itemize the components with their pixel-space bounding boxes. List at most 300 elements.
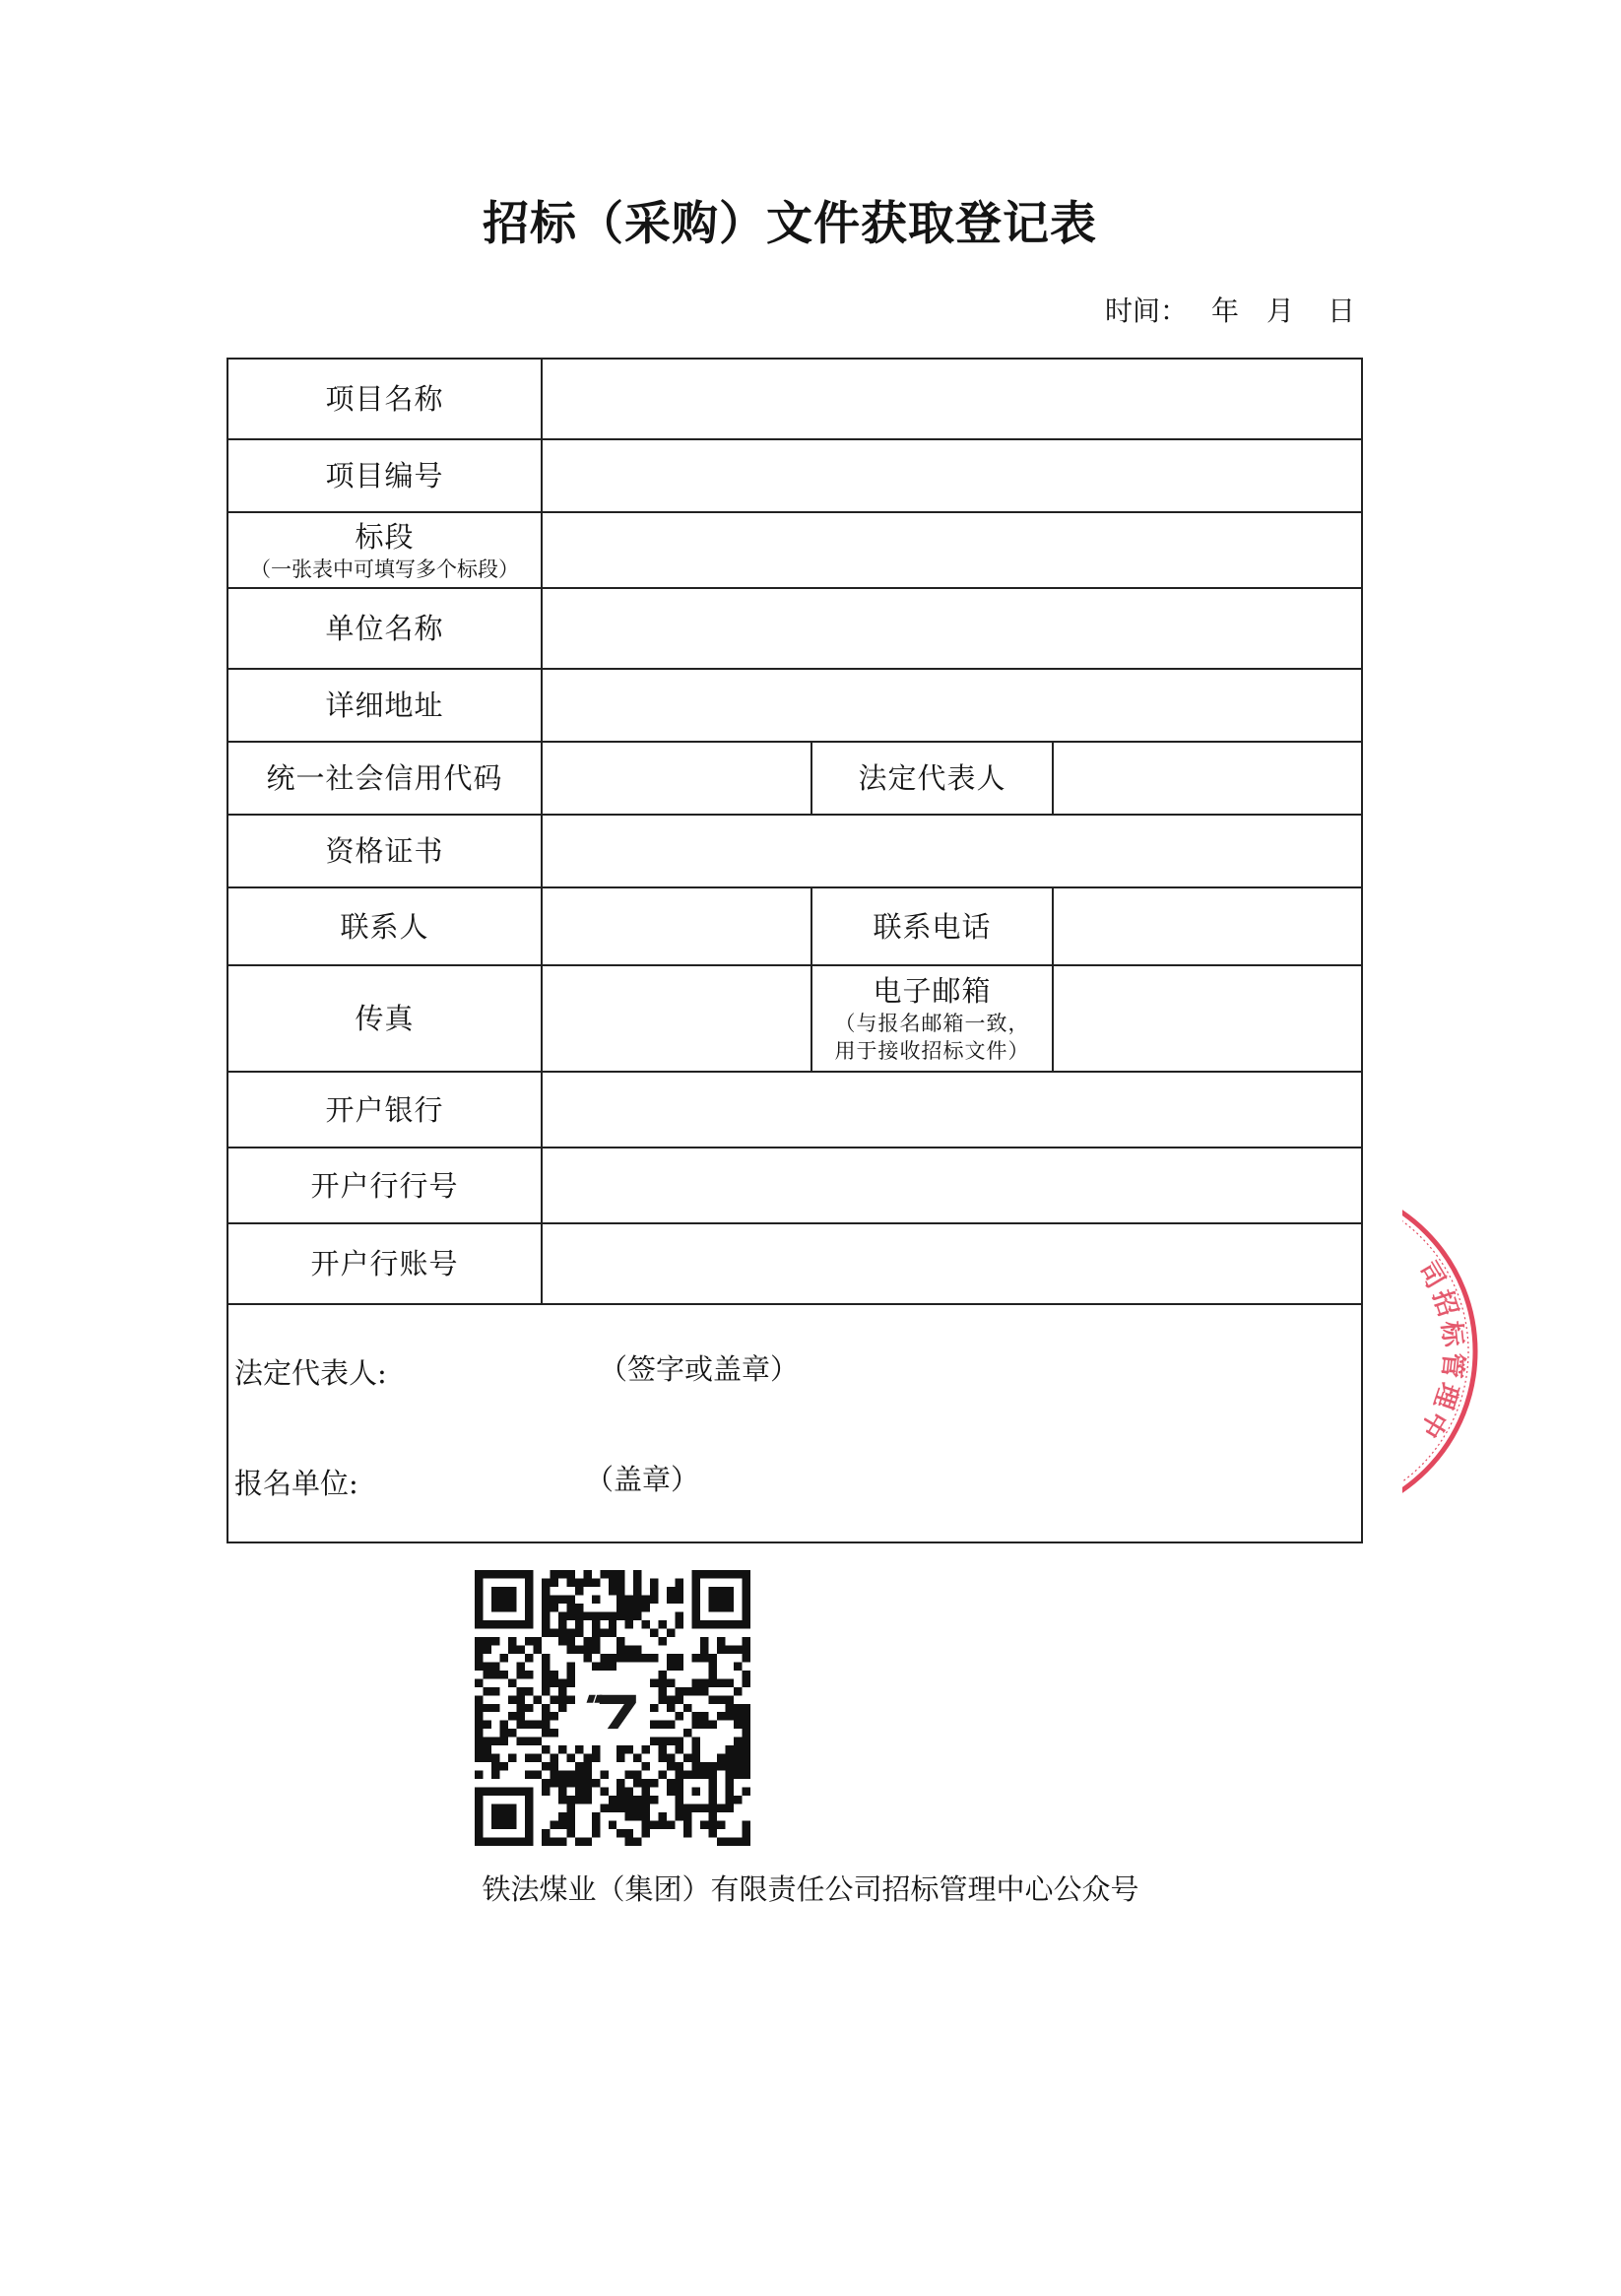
qr-module	[692, 1754, 700, 1762]
qr-module	[692, 1611, 700, 1619]
signature-area	[227, 1304, 1362, 1542]
qr-module	[583, 1779, 591, 1787]
qr-module	[667, 1704, 675, 1712]
qr-module	[743, 1821, 750, 1829]
qr-module	[692, 1604, 700, 1611]
qr-module	[743, 1788, 750, 1796]
row-bank-account	[227, 1223, 1362, 1304]
date-label: 时间：	[1105, 295, 1189, 327]
qr-module	[726, 1620, 734, 1628]
qr-module	[625, 1796, 633, 1804]
qr-module	[499, 1587, 507, 1595]
qr-module	[583, 1570, 591, 1578]
qr-module	[633, 1578, 641, 1586]
email-note: （与报名邮箱一致，用于接收招标文件）	[834, 1012, 1030, 1063]
qr-module	[625, 1654, 633, 1662]
qr-module	[499, 1838, 507, 1846]
qr-module	[734, 1771, 742, 1779]
qr-module	[499, 1595, 507, 1603]
qr-module	[659, 1745, 667, 1753]
qr-module	[550, 1695, 557, 1703]
address-label: 详细地址	[227, 669, 542, 742]
qr-module	[566, 1821, 574, 1829]
qr-module	[700, 1637, 708, 1645]
qr-module	[659, 1721, 667, 1729]
lot-note: （一张表中可填写多个标段）	[250, 557, 519, 581]
qr-module	[566, 1804, 574, 1812]
qr-module	[542, 1704, 550, 1712]
qr-module	[525, 1721, 533, 1729]
contact-label: 联系人	[227, 887, 542, 965]
qr-module	[583, 1762, 591, 1770]
qr-module	[525, 1821, 533, 1829]
qr-module	[575, 1611, 583, 1619]
qr-module	[726, 1645, 734, 1653]
qr-module	[566, 1645, 574, 1653]
qr-module	[650, 1595, 658, 1603]
qr-module	[726, 1762, 734, 1770]
qr-module	[709, 1788, 717, 1796]
qr-module	[700, 1678, 708, 1686]
qr-module	[575, 1620, 583, 1628]
qr-module	[475, 1654, 483, 1662]
qr-module	[491, 1637, 499, 1645]
fax-label: 传真	[227, 965, 542, 1072]
qr-module	[633, 1570, 641, 1578]
qr-module	[542, 1779, 550, 1787]
qr-module	[533, 1695, 541, 1703]
qr-module	[642, 1762, 650, 1770]
qr-module	[667, 1678, 675, 1686]
email-label-cell	[811, 965, 1053, 1072]
qr-module	[726, 1788, 734, 1796]
qr-module	[700, 1645, 708, 1653]
qr-module	[542, 1578, 550, 1586]
qr-module	[717, 1570, 725, 1578]
qr-module	[709, 1678, 717, 1686]
qr-module	[700, 1762, 708, 1770]
qr-module	[483, 1687, 490, 1695]
qr-module	[533, 1721, 541, 1729]
qr-module	[566, 1578, 574, 1586]
qr-module	[475, 1729, 483, 1737]
qr-module	[542, 1595, 550, 1603]
qr-module	[566, 1595, 574, 1603]
qr-module	[475, 1796, 483, 1804]
qr-module	[592, 1812, 600, 1820]
qr-module	[667, 1662, 675, 1670]
qr-module	[616, 1779, 624, 1787]
qr-module	[659, 1695, 667, 1703]
qr-module	[592, 1637, 600, 1645]
qr-module	[583, 1771, 591, 1779]
qr-module	[625, 1771, 633, 1779]
qr-module	[692, 1678, 700, 1686]
qr-module	[633, 1771, 641, 1779]
qr-module	[709, 1771, 717, 1779]
row-company-name	[227, 588, 1362, 669]
qr-module	[683, 1687, 691, 1695]
credit-code-value	[542, 742, 811, 815]
qr-module	[566, 1829, 574, 1837]
address-value	[542, 669, 1362, 742]
qr-module	[499, 1671, 507, 1678]
qr-module	[516, 1838, 524, 1846]
legal-rep-value	[1053, 742, 1362, 815]
qr-module	[633, 1587, 641, 1595]
row-address	[227, 669, 1362, 742]
qr-module	[550, 1604, 557, 1611]
qr-module	[592, 1620, 600, 1628]
qr-module	[542, 1829, 550, 1837]
qr-module	[726, 1796, 734, 1804]
qr-module	[616, 1796, 624, 1804]
qr-module	[692, 1771, 700, 1779]
qr-module	[483, 1671, 490, 1678]
qr-module	[609, 1654, 616, 1662]
qr-module	[717, 1804, 725, 1812]
qr-module	[616, 1637, 624, 1645]
qr-module	[700, 1712, 708, 1720]
qr-module	[475, 1745, 483, 1753]
qr-module	[542, 1654, 550, 1662]
qr-module	[676, 1687, 683, 1695]
qr-module	[642, 1779, 650, 1787]
qr-module	[592, 1745, 600, 1753]
qr-module	[583, 1637, 591, 1645]
qr-module	[575, 1628, 583, 1636]
qr-module	[575, 1762, 583, 1770]
qr-module	[676, 1788, 683, 1796]
qr-module	[475, 1771, 483, 1779]
qr-module	[726, 1771, 734, 1779]
qr-module	[633, 1604, 641, 1611]
qr-module	[692, 1595, 700, 1603]
qr-module	[616, 1570, 624, 1578]
qr-module	[558, 1628, 566, 1636]
qr-module	[633, 1645, 641, 1653]
qr-module	[659, 1812, 667, 1820]
qr-module	[616, 1604, 624, 1611]
qr-module	[743, 1721, 750, 1729]
row-lot	[227, 512, 1362, 588]
qr-module	[508, 1712, 516, 1720]
qr-module	[650, 1738, 658, 1745]
qr-module	[525, 1738, 533, 1745]
qr-module	[592, 1595, 600, 1603]
qr-module	[475, 1812, 483, 1820]
qr-module	[516, 1645, 524, 1653]
seal-stamp	[1402, 1192, 1491, 1517]
qr-module	[566, 1628, 574, 1636]
qr-module	[734, 1662, 742, 1670]
qr-module	[558, 1704, 566, 1712]
qr-module	[525, 1812, 533, 1820]
qr-module	[525, 1754, 533, 1762]
qr-module	[483, 1662, 490, 1670]
qr-module	[491, 1687, 499, 1695]
qr-module	[491, 1788, 499, 1796]
qr-module	[734, 1762, 742, 1770]
qr-module	[508, 1637, 516, 1645]
qr-module	[558, 1838, 566, 1846]
qr-module	[525, 1838, 533, 1846]
qr-module	[726, 1604, 734, 1611]
qr-module	[508, 1729, 516, 1737]
qr-module	[542, 1729, 550, 1737]
qr-code	[475, 1570, 750, 1846]
qr-module	[726, 1678, 734, 1686]
qr-module	[616, 1587, 624, 1595]
qr-module	[483, 1754, 490, 1762]
qr-module	[516, 1721, 524, 1729]
qr-module	[743, 1738, 750, 1745]
qr-module	[558, 1812, 566, 1820]
qr-module	[558, 1745, 566, 1753]
qr-module	[743, 1595, 750, 1603]
qr-module	[642, 1812, 650, 1820]
qr-module	[499, 1738, 507, 1745]
qr-module	[550, 1821, 557, 1829]
project-name-label: 项目名称	[227, 359, 542, 439]
qr-module	[676, 1620, 683, 1628]
qr-module	[542, 1745, 550, 1753]
qr-module	[692, 1762, 700, 1770]
qr-module	[475, 1712, 483, 1720]
qr-module	[550, 1628, 557, 1636]
qr-module	[558, 1611, 566, 1619]
qr-module	[659, 1678, 667, 1686]
qr-module	[516, 1788, 524, 1796]
qr-module	[575, 1838, 583, 1846]
qr-module	[499, 1620, 507, 1628]
qr-module	[692, 1804, 700, 1812]
qr-module	[633, 1838, 641, 1846]
bank-account-value	[542, 1223, 1362, 1304]
qr-module	[575, 1788, 583, 1796]
qr-module	[717, 1678, 725, 1686]
qr-module	[616, 1788, 624, 1796]
qr-module	[558, 1678, 566, 1686]
qr-module	[692, 1687, 700, 1695]
row-bank	[227, 1072, 1362, 1148]
qr-module	[734, 1838, 742, 1846]
qr-module	[667, 1628, 675, 1636]
qr-module	[650, 1779, 658, 1787]
qr-module	[676, 1587, 683, 1595]
qr-module	[558, 1821, 566, 1829]
registration-table	[227, 358, 1363, 1543]
qr-module	[508, 1788, 516, 1796]
seal-text: 司招标管理中	[1411, 1256, 1468, 1447]
qr-module	[717, 1620, 725, 1628]
qr-module	[683, 1821, 691, 1829]
qr-module	[709, 1804, 717, 1812]
qr-module	[558, 1788, 566, 1796]
qr-module	[525, 1620, 533, 1628]
qr-module	[709, 1695, 717, 1703]
qr-module	[483, 1788, 490, 1796]
qr-module	[616, 1578, 624, 1586]
qr-module	[600, 1788, 608, 1796]
qr-module	[533, 1754, 541, 1762]
qr-module	[734, 1704, 742, 1712]
qr-module	[642, 1796, 650, 1804]
qr-module	[508, 1604, 516, 1611]
qr-module	[483, 1570, 490, 1578]
qr-module	[709, 1570, 717, 1578]
qr-module	[734, 1721, 742, 1729]
qr-module	[575, 1604, 583, 1611]
qr-module	[600, 1611, 608, 1619]
qr-module	[550, 1678, 557, 1686]
qr-module	[566, 1611, 574, 1619]
qr-module	[491, 1587, 499, 1595]
qr-module	[525, 1671, 533, 1678]
qr-module	[717, 1587, 725, 1595]
qr-module	[516, 1662, 524, 1670]
qr-module	[499, 1721, 507, 1729]
qr-module	[491, 1671, 499, 1678]
qr-module	[499, 1729, 507, 1737]
qr-module	[475, 1788, 483, 1796]
qr-module	[650, 1654, 658, 1662]
qr-module	[542, 1671, 550, 1678]
qr-module	[642, 1829, 650, 1837]
qr-module	[550, 1671, 557, 1678]
qr-module	[475, 1721, 483, 1729]
qr-module	[483, 1721, 490, 1729]
qr-module	[516, 1704, 524, 1712]
qr-module	[734, 1645, 742, 1653]
qr-module	[525, 1704, 533, 1712]
qr-module	[516, 1570, 524, 1578]
qr-module	[592, 1829, 600, 1837]
qr-module	[533, 1645, 541, 1653]
qr-module	[583, 1654, 591, 1662]
qr-module	[709, 1587, 717, 1595]
qr-module	[616, 1654, 624, 1662]
qr-module	[575, 1645, 583, 1653]
qr-module	[633, 1779, 641, 1787]
qr-module	[676, 1745, 683, 1753]
qr-module	[650, 1628, 658, 1636]
qr-module	[558, 1771, 566, 1779]
email-label: 电子邮箱	[873, 974, 992, 1008]
qr-module	[483, 1704, 490, 1712]
qr-module	[667, 1595, 675, 1603]
date-day: 日	[1328, 295, 1356, 327]
qr-module	[566, 1754, 574, 1762]
qr-module	[550, 1779, 557, 1787]
qr-module	[542, 1662, 550, 1670]
qr-module	[709, 1762, 717, 1770]
qr-module	[499, 1812, 507, 1820]
qr-module	[683, 1704, 691, 1712]
qr-module	[659, 1754, 667, 1762]
qr-module	[667, 1654, 675, 1662]
legal-rep-label: 法定代表人	[811, 742, 1053, 815]
qr-module	[575, 1578, 583, 1586]
qr-module	[491, 1662, 499, 1670]
qr-module	[700, 1654, 708, 1662]
qr-module	[676, 1771, 683, 1779]
qr-module	[550, 1762, 557, 1770]
qr-module	[533, 1771, 541, 1779]
qr-module	[667, 1695, 675, 1703]
qr-module	[508, 1645, 516, 1653]
qr-module	[642, 1654, 650, 1662]
qr-module	[692, 1721, 700, 1729]
qr-module	[726, 1804, 734, 1812]
qr-module	[616, 1754, 624, 1762]
qr-module	[683, 1812, 691, 1820]
qr-module	[734, 1754, 742, 1762]
qr-module	[692, 1654, 700, 1662]
lot-value	[542, 512, 1362, 588]
project-no-value	[542, 439, 1362, 512]
qr-module	[475, 1604, 483, 1611]
qr-module	[592, 1821, 600, 1829]
qr-module	[726, 1838, 734, 1846]
qr-module	[700, 1570, 708, 1578]
qr-module	[483, 1645, 490, 1653]
qr-module	[650, 1796, 658, 1804]
qr-module	[709, 1821, 717, 1829]
qr-module	[475, 1804, 483, 1812]
qr-module	[683, 1829, 691, 1837]
qr-module	[743, 1754, 750, 1762]
qr-module	[709, 1796, 717, 1804]
qr-module	[717, 1604, 725, 1611]
qr-module	[659, 1671, 667, 1678]
qr-module	[676, 1654, 683, 1662]
qr-module	[726, 1570, 734, 1578]
qr-module	[566, 1678, 574, 1686]
qr-module	[483, 1620, 490, 1628]
qr-module	[616, 1829, 624, 1837]
qr-module	[743, 1762, 750, 1770]
qr-module	[625, 1745, 633, 1753]
qr-module	[609, 1570, 616, 1578]
qr-module	[683, 1729, 691, 1737]
qr-module	[633, 1812, 641, 1820]
qr-module	[475, 1620, 483, 1628]
qr-module	[516, 1687, 524, 1695]
row-project-no	[227, 439, 1362, 512]
qr-module	[726, 1704, 734, 1712]
qr-module	[491, 1595, 499, 1603]
qr-module	[491, 1620, 499, 1628]
qr-module	[583, 1838, 591, 1846]
row-contact	[227, 887, 1362, 965]
qr-module	[659, 1821, 667, 1829]
qr-module	[592, 1779, 600, 1787]
qr-module	[709, 1595, 717, 1603]
qr-module	[650, 1821, 658, 1829]
qr-module	[743, 1620, 750, 1628]
qr-module	[667, 1821, 675, 1829]
qr-module	[667, 1779, 675, 1787]
qr-module	[475, 1829, 483, 1837]
row-project-name	[227, 359, 1362, 439]
qr-module	[676, 1762, 683, 1770]
qr-module	[575, 1771, 583, 1779]
qr-module	[475, 1578, 483, 1586]
qr-module	[726, 1754, 734, 1762]
qr-module	[734, 1712, 742, 1720]
qr-module	[642, 1788, 650, 1796]
